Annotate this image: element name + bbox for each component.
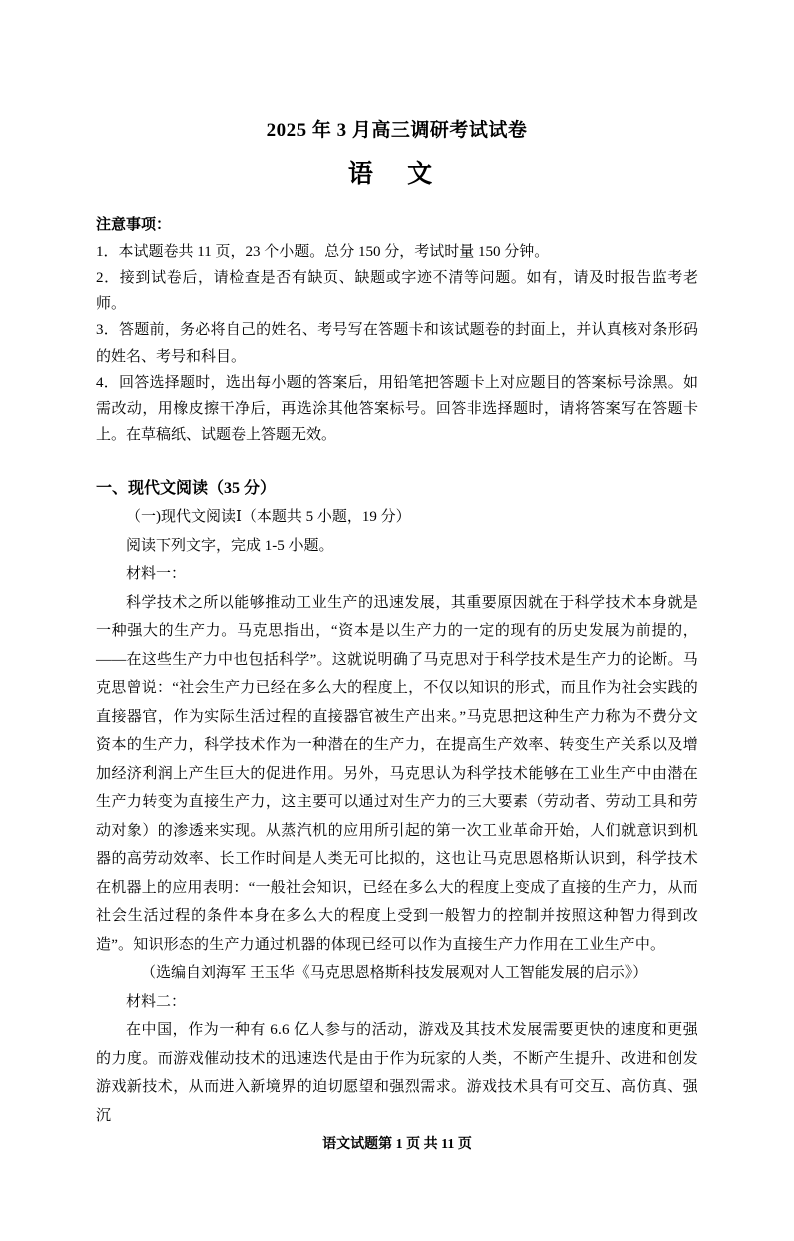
- material-one-source: （选编自刘海军 王玉华《马克思恩格斯科技发展观对人工智能发展的启示》）: [141, 965, 648, 982]
- page-footer: 语文试题第 1 页 共 11 页: [322, 1137, 472, 1152]
- notice-item-2: 2．接到试卷后，请检查是否有缺页、缺题或字迹不清等问题。如有，请及时报告监考老师。: [96, 269, 698, 313]
- notice-item-1: 1．本试题卷共 11 页，23 个小题。总分 150 分，考试时量 150 分钟。: [96, 243, 550, 260]
- notice-item-3: 3．答题前，务必将自己的姓名、考号写在答题卡和该试题卷的封面上，并认真核对条形码的姓名、考号和科目。: [96, 322, 698, 365]
- subject-title: 语 文: [347, 160, 447, 188]
- material-one-label: 材料一：: [126, 566, 187, 583]
- notice-item-4: 4．回答选择题时，选出每小题的答案后，用铅笔把答题卡上对应题目的答案标号涂黑。如需改动，用橡皮擦干净后，再选涂其他答案标号。回答非选择题时，请将答案写在答题卡上。在草稿纸、试题卷上答题无效。: [96, 374, 698, 444]
- section-heading-one: 一、现代文阅读（35 分）: [96, 479, 277, 497]
- exam-paper-page: [0, 118, 794, 1241]
- reading-instruction: 阅读下列文字，完成 1-5 小题。: [126, 537, 334, 554]
- material-two-label: 材料二：: [126, 993, 187, 1010]
- material-two-text: 在中国，作为一种有 6.6 亿人参与的活动，游戏及其技术发展需要更快的速度和更强的力度。而游戏催动技术的迅速迭代是由于作为玩家的人类，不断产生提升、改进和创发游戏新技术，从而进入新境界的迫切愿望和强烈需求。游戏技术具有可交互、高仿真、强沉: [96, 1022, 698, 1124]
- subsection-heading: （一)现代文阅读Ⅰ（本题共 5 小题，19 分）: [126, 509, 411, 526]
- notice-heading: 注意事项：: [96, 217, 172, 234]
- material-one-text: 科学技术之所以能够推动工业生产的迅速发展，其重要原因就在于科学技术本身就是一种强大的生产力。马克思指出，“资本是以生产力的一定的现有的历史发展为前提的，——在这些生产力中也包括科学”。这就说明确了马克思对于科学技术是生产力的论断。马克思曾说：“社会生产力已经在多么大的程度上，不仅以知识的形式，而且作为社会实践的直接器官，作为实际生活过程的直接器官被生产出来。”马克思把这种生产力称为不费分文资本的生产力，科学技术作为一种潜在的生产力，在提高生产效率、转变生产关系以及增加经济利润上产生巨大的促进作用。另外，马克思认为科学技术能够在工业生产中由潜在生产力转变为直接生产力，这主要可以通过对生产力的三大要素（劳动者、劳动工具和劳动对象）的渗透来实现。从蒸汽机的应用所引起的第一次工业革命开始，人们就意识到机器的高劳动效率、长工作时间是人类无可比拟的，这也让马克思恩格斯认识到，科学技术在机器上的应用表明：“一般社会知识，已经在多么大的程度上变成了直接的生产力，从而社会生活过程的条件本身在多么大的程度上受到一般智力的控制并按照这种智力得到改造”。知识形态的生产力通过机器的体现已经可以作为直接生产力作用在工业生产中。: [96, 594, 698, 953]
- page-title: 2025 年 3 月高三调研考试试卷: [266, 120, 528, 141]
